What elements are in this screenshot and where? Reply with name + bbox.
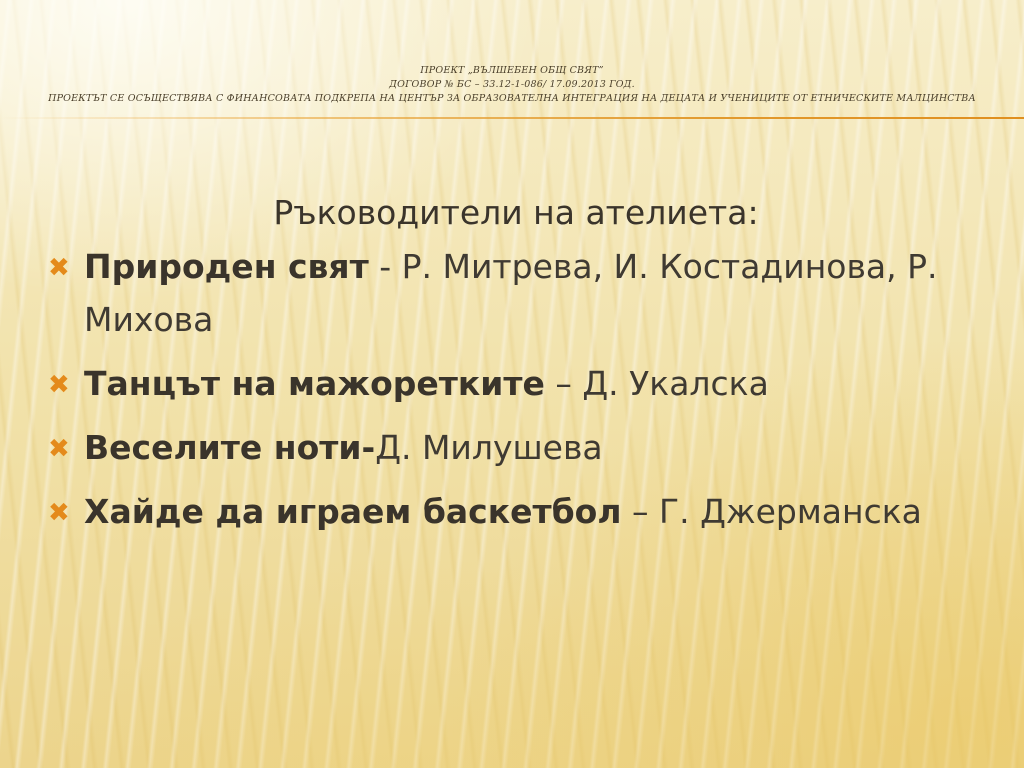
- slide-body: [48, 186, 984, 549]
- cross-bullet-icon: ✖: [48, 434, 70, 464]
- list-item: [48, 485, 984, 538]
- cross-bullet-icon: ✖: [48, 253, 70, 283]
- slide-subtitle: Ръководители на ателиета:: [273, 193, 759, 232]
- atelier-name: Природен свят: [84, 247, 369, 286]
- project-header: [30, 64, 994, 106]
- atelier-leaders: - Р. Митрева, И. Костадинова, Р. Михова: [84, 247, 938, 339]
- cross-bullet-icon: ✖: [48, 370, 70, 400]
- atelier-leaders: Д. Милушева: [375, 428, 603, 467]
- list-item: [48, 421, 984, 474]
- atelier-name: Танцът на мажоретките: [84, 364, 545, 403]
- atelier-leaders: – Г. Джерманска: [621, 492, 922, 531]
- project-title: ПРОЕКТ „ВЪЛШЕБЕН ОБЩ СВЯТ”: [420, 65, 604, 76]
- atelier-list: [48, 240, 984, 538]
- cross-bullet-icon: ✖: [48, 498, 70, 528]
- header-divider: [0, 117, 1024, 119]
- list-item: [48, 240, 984, 346]
- atelier-leaders: – Д. Укалска: [544, 364, 769, 403]
- atelier-name: Веселите ноти-: [84, 428, 376, 467]
- atelier-name: Хайде да играем баскетбол: [84, 492, 622, 531]
- funding-statement: ПРОЕКТЪТ СЕ ОСЪЩЕСТВЯВА С ФИНАНСОВАТА ПОДКРЕПА НА ЦЕНТЪР ЗА ОБРАЗОВАТЕЛНА ИНТЕГРАЦИЯ НА ДЕЦАТА И УЧЕНИЦИТЕ ОТ ЕТНИЧЕСКИТЕ МАЛЦИНСТВА: [48, 93, 976, 104]
- contract-number: ДОГОВОР № БС – 33.12-1-086/ 17.09.2013 ГОД.: [389, 79, 635, 90]
- list-item: [48, 357, 984, 410]
